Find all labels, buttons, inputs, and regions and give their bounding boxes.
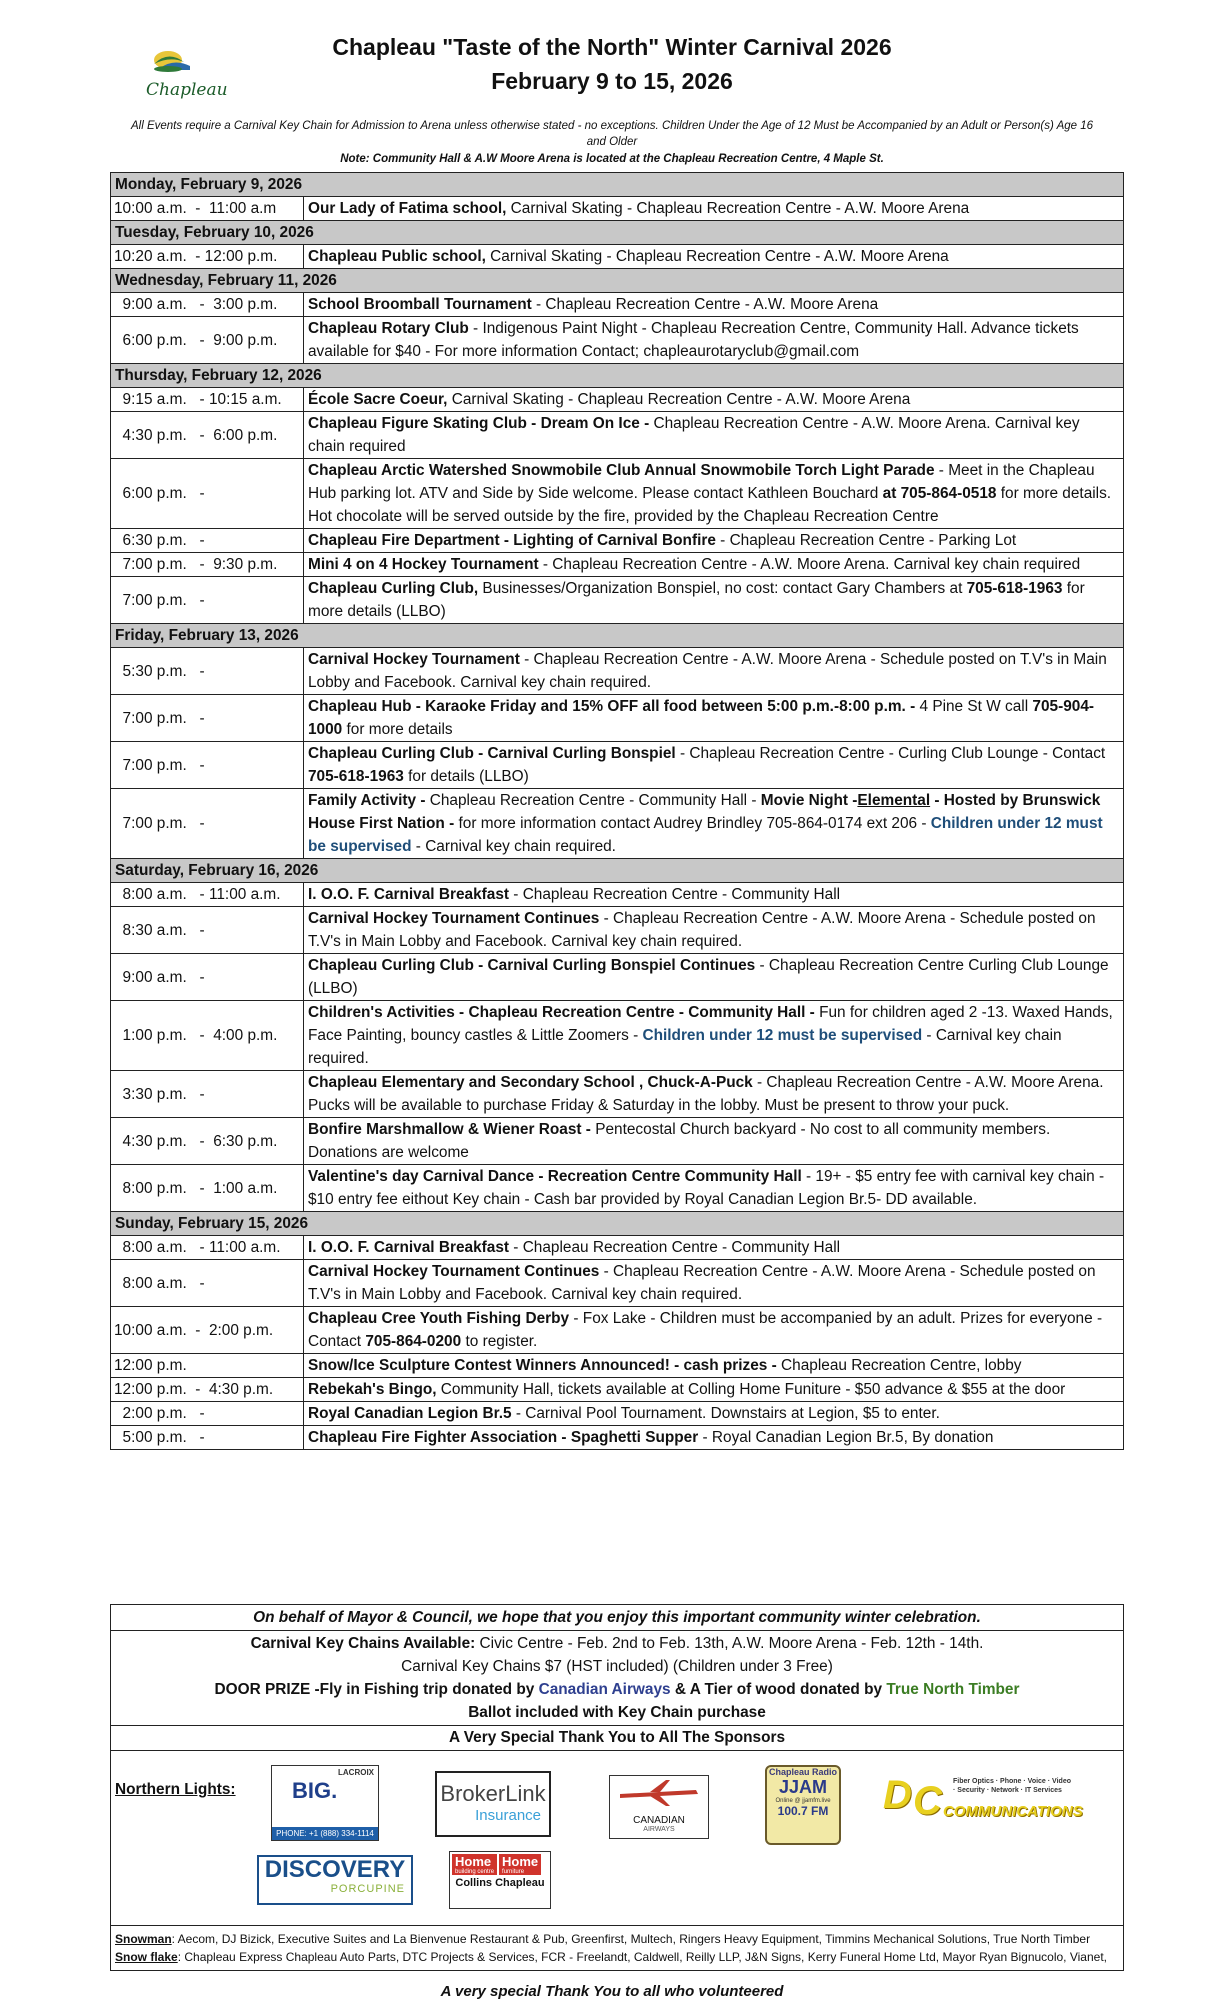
event-row (111, 1118, 1124, 1165)
event-description (304, 1165, 1124, 1212)
event-name: Chapleau Arctic Watershed Snowmobile Club Annual Snowmobile Torch Light Parade (308, 462, 935, 479)
event-description (304, 695, 1124, 742)
event-time: 12:00 p.m. - 4:30 p.m. (111, 1378, 304, 1402)
admission-notice: All Events require a Carnival Key Chain for Admission to Arena unless otherwise stated - no exceptions. Children Under the Age of 12 Must be Accompanied by an Adult or Person(s) Age 16 and Older (130, 120, 1094, 148)
schedule-table (110, 172, 1124, 1450)
event-details: Carnival Skating - Chapleau Recreation Centre - A.W. Moore Arena (506, 200, 970, 217)
event-name: Chapleau Hub - Karaoke Friday and 15% OFF all food between 5:00 p.m.-8:00 p.m. - (308, 698, 916, 715)
event-time: 4:30 p.m. - 6:30 p.m. (111, 1118, 304, 1165)
jjam-radio-logo: Chapleau Radio JJAM Online @ jjamfm.live 100.7 FM (765, 1765, 841, 1845)
event-time: 9:00 a.m. - 3:00 p.m. (111, 293, 304, 317)
event-details: - Chapleau Recreation Centre - A.W. Moore Arena. Carnival key chain required (538, 556, 1081, 573)
event-time: 5:30 p.m. - (111, 648, 304, 695)
title-line-2: February 9 to 15, 2026 (491, 68, 733, 94)
event-time: 6:00 p.m. - (111, 459, 304, 529)
event-time: 9:15 a.m. - 10:15 a.m. (111, 388, 304, 412)
event-details: - Chapleau Recreation Centre - A.W. Moore Arena - Schedule posted on T.V's in Main Lobby and Facebook. Carnival key chain required. (308, 651, 1107, 691)
event-name: Carnival Hockey Tournament Continues (308, 910, 600, 927)
event-details: - Chapleau Recreation Centre - A.W. Moore Arena - Schedule posted on T.V's in Main Lobby and Facebook. Carnival key chain required. (308, 1263, 1096, 1303)
event-details: - Chapleau Recreation Centre - Parking Lot (715, 532, 1017, 549)
event-name: Chapleau Figure Skating Club - Dream On Ice - (308, 415, 650, 432)
event-details: Chapleau Recreation Centre - A.W. Moore Arena. Carnival key chain required (308, 415, 1080, 455)
brokerlink-logo: BrokerLink Insurance (435, 1771, 551, 1837)
event-details: Pentecostal Church backyard - No cost to all community members. Donations are welcome (308, 1121, 1051, 1161)
event-description (304, 459, 1124, 529)
event-description (304, 317, 1124, 364)
event-details: Chapleau Recreation Centre - Community Hall - (425, 792, 761, 809)
event-row (111, 577, 1124, 624)
event-description (304, 907, 1124, 954)
snowflake-list: : Chapleau Express Chapleau Auto Parts, DTC Projects & Services, FCR - Freelandt, Caldwell, Reilly LLP, J&N Signs, Kerry Funeral Home Ltd, Mayor Ryan Bignucolo, Vianet, (177, 1950, 1107, 1964)
event-row (111, 789, 1124, 859)
event-name: Chapleau Rotary Club (308, 320, 469, 337)
event-name: Our Lady of Fatima school, (308, 200, 507, 217)
day-header: Thursday, February 12, 2026 (111, 364, 1124, 388)
keychain-where: Civic Centre - Feb. 2nd to Feb. 13th, A.W. Moore Arena - Feb. 12th - 14th. (475, 1635, 984, 1652)
day-header-row (111, 173, 1124, 197)
event-time: 3:30 p.m. - (111, 1071, 304, 1118)
event-description (304, 1260, 1124, 1307)
event-row (111, 293, 1124, 317)
day-header: Monday, February 9, 2026 (111, 173, 1124, 197)
event-time: 10:00 a.m. - 2:00 p.m. (111, 1307, 304, 1354)
event-description (304, 1236, 1124, 1260)
event-details-more: for more details (LLBO) (308, 580, 1085, 620)
northern-lights-label: Northern Lights: (115, 1781, 236, 1798)
event-description (304, 789, 1124, 859)
event-time: 10:20 a.m. - 12:00 p.m. (111, 245, 304, 269)
event-name: Chapleau Curling Club - Carnival Curling Bonspiel Continues (308, 957, 756, 974)
event-description (304, 1118, 1124, 1165)
event-name: Chapleau Elementary and Secondary School , Chuck-A-Puck (308, 1074, 753, 1091)
event-description (304, 742, 1124, 789)
event-description (304, 388, 1124, 412)
event-row (111, 1001, 1124, 1071)
footer-table (110, 1604, 1124, 1971)
event-time: 7:00 p.m. - 9:30 p.m. (111, 553, 304, 577)
true-north-name: True North Timber (886, 1681, 1020, 1698)
event-details: - Chapleau Recreation Centre - A.W. Moore Arena. Pucks will be available to purchase Friday & Saturday in the lobby. Must be present to throw your puck. (308, 1074, 1104, 1114)
dc-communications-logo: D C Fiber Optics · Phone · Voice · Video · Security · Network · IT Services COMMUNICATIONS (883, 1773, 1115, 1833)
day-header-row (111, 364, 1124, 388)
event-row (111, 954, 1124, 1001)
event-time: 6:30 p.m. - (111, 529, 304, 553)
home-collins-logo: Home building centre Home furniture Collins Chapleau (449, 1851, 551, 1909)
supervision-note: Children under 12 must be supervised (308, 815, 1103, 855)
event-row (111, 317, 1124, 364)
event-description (304, 1402, 1124, 1426)
door-prize-a: DOOR PRIZE -Fly in Fishing trip donated by (214, 1681, 539, 1698)
day-header: Saturday, February 16, 2026 (111, 859, 1124, 883)
event-description (304, 1071, 1124, 1118)
event-row (111, 1378, 1124, 1402)
event-highlight: 705-864-0200 (365, 1333, 462, 1350)
event-details: - 19+ - $5 entry fee with carnival key chain - $10 entry fee eithout Key chain - Cash bar provided by Royal Canadian Legion Br.5- DD available. (308, 1168, 1105, 1208)
event-name: School Broomball Tournament (308, 296, 532, 313)
event-details: - Meet in the Chapleau Hub parking lot. ATV and Side by Side welcome. Please contact Kathleen Bouchard (308, 462, 1095, 502)
event-description (304, 412, 1124, 459)
event-name: Royal Canadian Legion Br.5 (308, 1405, 512, 1422)
sponsor-lists (111, 1926, 1124, 1971)
event-details: Carnival Skating - Chapleau Recreation Centre - A.W. Moore Arena (485, 248, 949, 265)
event-time: 8:00 a.m. - 11:00 a.m. (111, 883, 304, 907)
event-details: - Chapleau Recreation Centre Curling Club Lounge (LLBO) (308, 957, 1109, 997)
day-header: Friday, February 13, 2026 (111, 624, 1124, 648)
event-description (304, 197, 1124, 221)
event-details-more: for details (LLBO) (403, 768, 529, 785)
event-time: 7:00 p.m. - (111, 695, 304, 742)
event-row (111, 412, 1124, 459)
event-time: 5:00 p.m. - (111, 1426, 304, 1450)
event-name: Children's Activities - Chapleau Recreation Centre - Community Hall - (308, 1004, 815, 1021)
event-details: - Fox Lake - Children must be accompanied by an adult. Prizes for everyone - Contact (308, 1310, 1103, 1350)
event-row (111, 245, 1124, 269)
event-details: - Chapleau Recreation Centre - A.W. Moore Arena (531, 296, 879, 313)
ballot-note: Ballot included with Key Chain purchase (468, 1704, 766, 1721)
event-row (111, 1426, 1124, 1450)
event-host: - Hosted by Brunswick House First Nation - (308, 792, 1101, 832)
event-time: 7:00 p.m. - (111, 742, 304, 789)
event-details: - Chapleau Recreation Centre - Community Hall (509, 886, 841, 903)
event-row (111, 1236, 1124, 1260)
event-description (304, 245, 1124, 269)
event-time: 8:30 a.m. - (111, 907, 304, 954)
keychain-title: Carnival Key Chains Available: (250, 1635, 476, 1652)
event-description (304, 553, 1124, 577)
location-note: Note: Community Hall & A.W Moore Arena is located at the Chapleau Recreation Centre, 4 Maple St. (340, 153, 884, 165)
event-name: Chapleau Fire Fighter Association - Spaghetti Supper (308, 1429, 699, 1446)
event-description (304, 1426, 1124, 1450)
event-name: Mini 4 on 4 Hockey Tournament (308, 556, 539, 573)
event-time: 8:00 a.m. - (111, 1260, 304, 1307)
event-highlight: at 705-864-0518 (882, 485, 997, 502)
event-row (111, 197, 1124, 221)
event-details: Carnival Skating - Chapleau Recreation Centre - A.W. Moore Arena (447, 391, 911, 408)
event-name: Family Activity - (308, 792, 426, 809)
event-row (111, 695, 1124, 742)
event-row (111, 529, 1124, 553)
event-details: - Chapleau Recreation Centre - A.W. Moore Arena - Schedule posted on T.V's in Main Lobby and Facebook. Carnival key chain required. (308, 910, 1096, 950)
event-highlight: 705-618-1963 (308, 768, 404, 785)
discovery-porcupine-logo: DISCOVERY PORCUPINE (257, 1855, 413, 1905)
event-highlight: 705-904-1000 (308, 698, 1094, 738)
volunteer-thanks: A very special Thank You to all who volunteered (440, 1983, 784, 2000)
event-name: Chapleau Cree Youth Fishing Derby (308, 1310, 570, 1327)
door-prize-c: & A Tier of wood donated by (670, 1681, 887, 1698)
event-row (111, 459, 1124, 529)
event-row (111, 742, 1124, 789)
mayor-message: On behalf of Mayor & Council, we hope that you enjoy this important community winter celebration. (111, 1605, 1124, 1631)
event-details: Chapleau Recreation Centre, lobby (776, 1357, 1022, 1374)
event-row (111, 1260, 1124, 1307)
day-header: Sunday, February 15, 2026 (111, 1212, 1124, 1236)
event-time: 1:00 p.m. - 4:00 p.m. (111, 1001, 304, 1071)
big-logo: LACROIX BIG. PHONE: +1 (888) 334-1114 (271, 1765, 379, 1841)
event-time: 7:00 p.m. - (111, 789, 304, 859)
event-name: I. O.O. F. Carnival Breakfast (308, 1239, 510, 1256)
event-highlight: Movie Night - (760, 792, 858, 809)
event-time: 8:00 p.m. - 1:00 a.m. (111, 1165, 304, 1212)
event-name: Chapleau Public school, (308, 248, 486, 265)
day-header-row (111, 624, 1124, 648)
event-name: Rebekah's Bingo, (308, 1381, 437, 1398)
event-description (304, 1378, 1124, 1402)
logo-text: Chapleau (146, 80, 228, 100)
event-details-end: - Carnival key chain required. (308, 1027, 1062, 1067)
event-time: 8:00 a.m. - 11:00 a.m. (111, 1236, 304, 1260)
event-details-more: for more information contact Audrey Brindley 705-864-0174 ext 206 - (454, 815, 931, 832)
event-row (111, 648, 1124, 695)
event-row (111, 1165, 1124, 1212)
event-details: - Indigenous Paint Night - Chapleau Recreation Centre, Community Hall. Advance tickets available for $40 - For more information Contact; chapleaurotaryclub@gmail.com (308, 320, 1079, 360)
event-row (111, 1071, 1124, 1118)
keychain-info (111, 1631, 1124, 1726)
event-description (304, 1307, 1124, 1354)
event-description (304, 883, 1124, 907)
event-details: Community Hall, tickets available at Colling Home Funiture - $50 advance & $55 at the door (436, 1381, 1066, 1398)
day-header-row (111, 269, 1124, 293)
event-time: 7:00 p.m. - (111, 577, 304, 624)
keychain-price: Carnival Key Chains $7 (HST included) (Children under 3 Free) (401, 1658, 833, 1675)
event-time: 4:30 p.m. - 6:00 p.m. (111, 412, 304, 459)
day-header: Wednesday, February 11, 2026 (111, 269, 1124, 293)
event-details: Businesses/Organization Bonspiel, no cost: contact Gary Chambers at (478, 580, 967, 597)
airplane-icon (610, 1776, 708, 1810)
event-row (111, 1402, 1124, 1426)
snowman-list: : Aecom, DJ Bizick, Executive Suites and La Bienvenue Restaurant & Pub, Greenfirst, Multech, Ringers Heavy Equipment, Timmins Mechanical Solutions, True North Timber (171, 1932, 1091, 1946)
event-description (304, 293, 1124, 317)
event-name: Chapleau Fire Department - Lighting of Carnival Bonfire (308, 532, 716, 549)
event-time: 6:00 p.m. - 9:00 p.m. (111, 317, 304, 364)
event-row (111, 883, 1124, 907)
page-title (0, 30, 1224, 98)
event-description (304, 577, 1124, 624)
sponsor-thanks: A Very Special Thank You to All The Sponsors (111, 1726, 1124, 1751)
sponsor-logos (111, 1751, 1124, 1926)
event-name: Chapleau Curling Club - Carnival Curling Bonspiel (308, 745, 676, 762)
event-name: I. O.O. F. Carnival Breakfast (308, 886, 510, 903)
event-details-more: to register. (461, 1333, 538, 1350)
event-details-more: for more details (342, 721, 453, 738)
event-row (111, 1354, 1124, 1378)
event-name: Valentine's day Carnival Dance - Recreation Centre Community Hall (308, 1168, 802, 1185)
event-description (304, 529, 1124, 553)
event-details: - Carnival Pool Tournament. Downstairs at Legion, $5 to enter. (511, 1405, 940, 1422)
event-description (304, 1354, 1124, 1378)
event-name: Bonfire Marshmallow & Wiener Roast - (308, 1121, 591, 1138)
event-time: 10:00 a.m. - 11:00 a.m (111, 197, 304, 221)
event-name: École Sacre Coeur, (308, 391, 448, 408)
event-name: Carnival Hockey Tournament (308, 651, 520, 668)
event-details: 4 Pine St W call (915, 698, 1033, 715)
event-row (111, 1307, 1124, 1354)
canadian-airways-logo: CANADIAN AIRWAYS (609, 1775, 709, 1839)
snowman-label: Snowman (115, 1932, 172, 1946)
event-description (304, 954, 1124, 1001)
canadian-airways-name: Canadian Airways (538, 1681, 671, 1698)
event-details: - Chapleau Recreation Centre - Curling Club Lounge - Contact (675, 745, 1106, 762)
event-time: 2:00 p.m. - (111, 1402, 304, 1426)
event-details-end: - Carnival key chain required. (411, 838, 616, 855)
day-header-row (111, 1212, 1124, 1236)
event-details-more: for more details. Hot chocolate will be served outside by the fire, provided by the Chapleau Recreation Centre (308, 485, 1112, 525)
event-name: Chapleau Curling Club, (308, 580, 479, 597)
event-time: 12:00 p.m. (111, 1354, 304, 1378)
snowflake-label: Snow flake (115, 1950, 178, 1964)
event-details: - Royal Canadian Legion Br.5, By donation (698, 1429, 994, 1446)
day-header-row (111, 221, 1124, 245)
event-film-title: Elemental (857, 792, 931, 809)
event-name: Snow/Ice Sculpture Contest Winners Announced! - cash prizes - (308, 1357, 777, 1374)
event-name: Carnival Hockey Tournament Continues (308, 1263, 600, 1280)
event-highlight: 705-618-1963 (966, 580, 1063, 597)
event-description (304, 648, 1124, 695)
event-row (111, 553, 1124, 577)
title-line-1: Chapleau "Taste of the North" Winter Carnival 2026 (332, 34, 892, 60)
event-description (304, 1001, 1124, 1071)
event-row (111, 388, 1124, 412)
event-time: 9:00 a.m. - (111, 954, 304, 1001)
supervision-note: Children under 12 must be supervised (642, 1027, 923, 1044)
day-header-row (111, 859, 1124, 883)
day-header: Tuesday, February 10, 2026 (111, 221, 1124, 245)
event-row (111, 907, 1124, 954)
event-details: Fun for children aged 2 -13. Waxed Hands, Face Painting, bouncy castles & Little Zoomers - (308, 1004, 1113, 1044)
event-details: - Chapleau Recreation Centre - Community Hall (509, 1239, 841, 1256)
